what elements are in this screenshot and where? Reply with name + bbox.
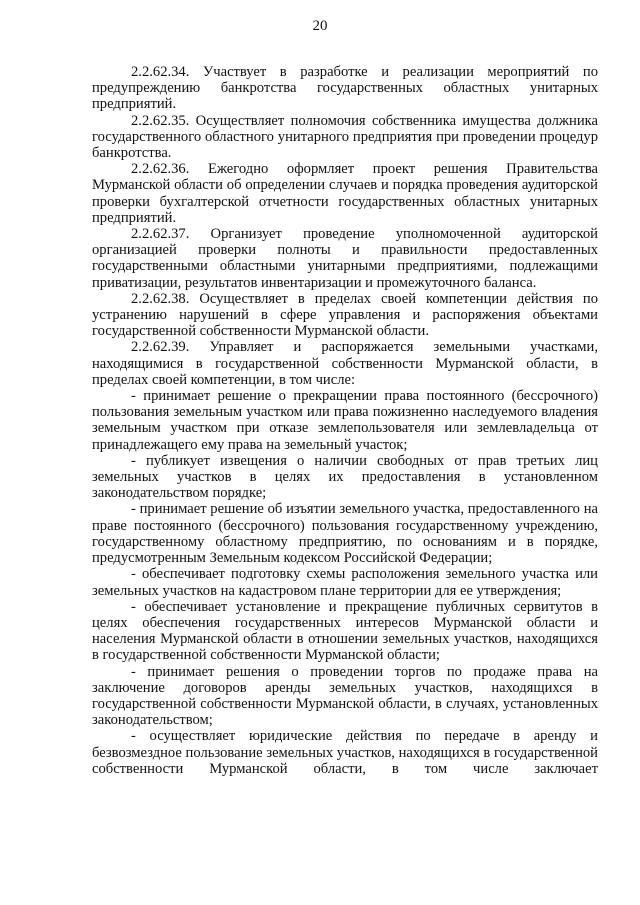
paragraph-2-2-62-38: 2.2.62.38. Осуществляет в пределах своей компетенции действия по устранению нарушений в сфере управления и распоряжения объектами государственной собственности Мурманской области. (92, 290, 598, 340)
list-item-public-servitudes: - обеспечивает установление и прекращение публичных сервитутов в целях обеспечения государственных интересов Мурманской области и населения Мурманской области в отношении земельных участков, находящихся в государственной собственности Мурманской области; (92, 598, 598, 664)
list-item-layout-scheme: - обеспечивает подготовку схемы расположения земельного участка или земельных участков на кадастровом плане территории для ее утверждения; (92, 566, 598, 599)
document-body (92, 64, 598, 777)
list-item-termination-of-rights: - принимает решение о прекращении права постоянного (бессрочного) пользования земельным участком или права пожизненно наследуемого владения земельным участком при отказе землепользователя или землевладельца от принадлежащего ему права на земельный участок; (92, 388, 598, 453)
list-item-seizure-decision: - принимает решение об изъятии земельного участка, предоставленного на праве постоянного (бессрочного) пользования государственному учреждению, государственному областному предприятию, по основаниям и в порядке, предусмотренным Земельным кодексом Российской Федерации; (92, 501, 598, 567)
list-item-lease-transfer: - осуществляет юридические действия по передаче в аренду и безвозмездное пользование земельных участков, находящихся в государственной собственности Мурманской области, в том числе заключает (92, 728, 598, 777)
paragraph-2-2-62-39: 2.2.62.39. Управляет и распоряжается земельными участками, находящимися в государственной собственности Мурманской области, в пределах своей компетенции, в том числе: (92, 339, 598, 388)
paragraph-2-2-62-37: 2.2.62.37. Организует проведение уполномоченной аудиторской организацией проверки полноты и правильности предоставленных государственными областными унитарными предприятиями, подлежащими приватизации, результатов инвентаризации и промежуточного баланса. (92, 226, 598, 291)
list-item-publish-notices: - публикует извещения о наличии свободных от прав третьих лиц земельных участков в целях их предоставления в установленном законодательством порядке; (92, 452, 598, 502)
page-number: 20 (312, 18, 328, 34)
paragraph-2-2-62-34: 2.2.62.34. Участвует в разработке и реализации мероприятий по предупреждению банкротства государственных областных унитарных предприятий. (92, 64, 598, 113)
list-item-auction-decisions: - принимает решения о проведении торгов по продаже права на заключение договоров аренды земельных участков, находящихся в государственной собственности Мурманской области, в случаях, установленных законодательством; (92, 663, 598, 729)
paragraph-2-2-62-35: 2.2.62.35. Осуществляет полномочия собственника имущества должника государственного областного унитарного предприятия при проведении процедур банкротства. (92, 112, 598, 162)
paragraph-2-2-62-36: 2.2.62.36. Ежегодно оформляет проект решения Правительства Мурманской области об определении случаев и порядка проведения аудиторской проверки бухгалтерской отчетности государственных областных унитарных предприятий. (92, 161, 598, 226)
